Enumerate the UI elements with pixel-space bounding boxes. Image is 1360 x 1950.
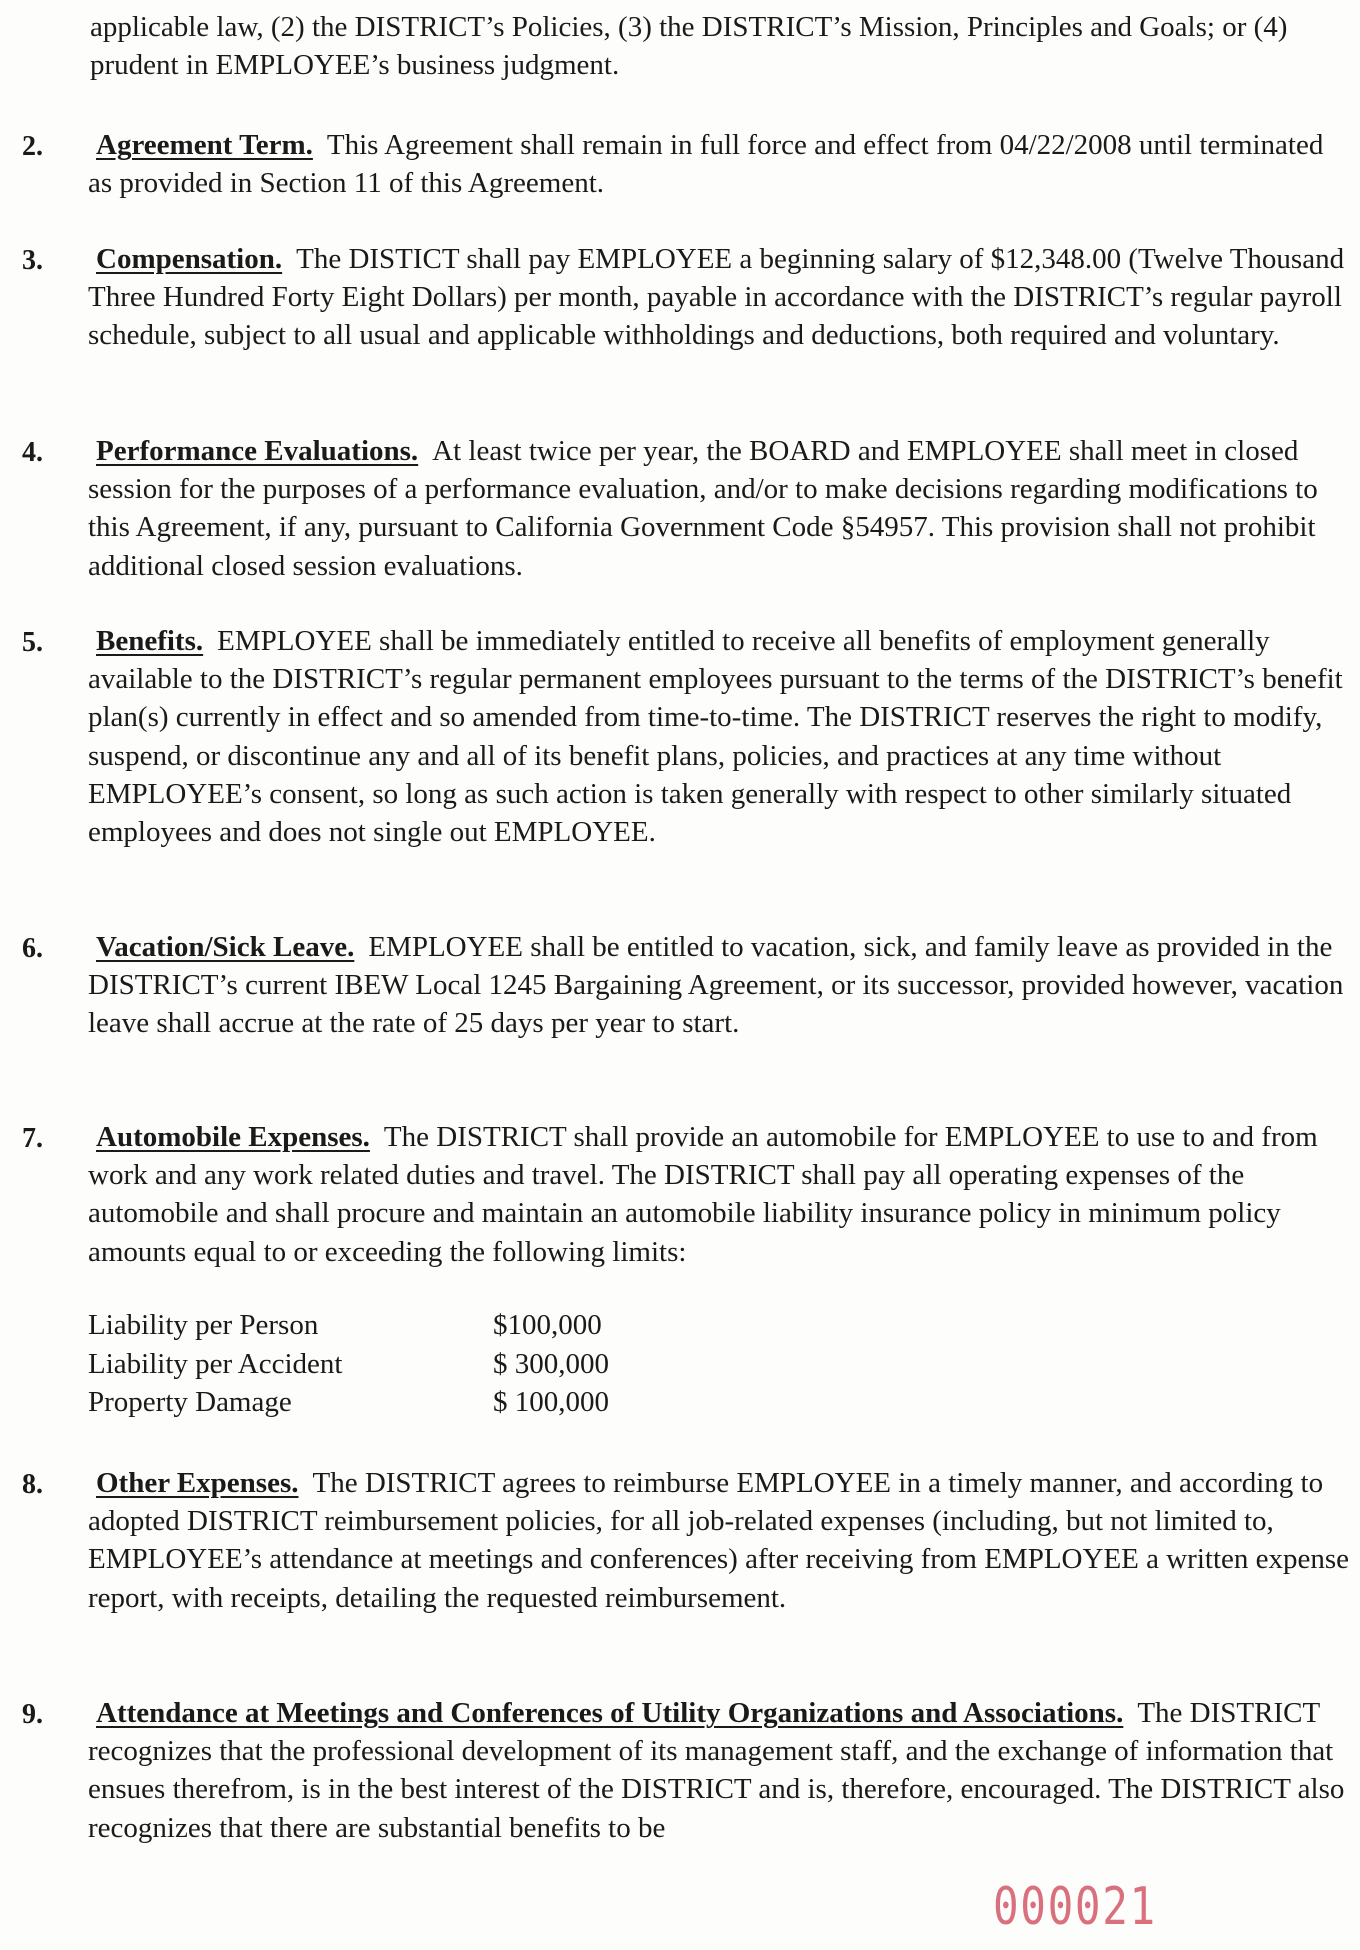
limit-row (88, 1345, 693, 1384)
section-body (88, 1118, 1350, 1271)
intro-paragraph: applicable law, (2) the DISTRICT’s Policies, (3) the DISTRICT’s Mission, Principles and Goals; or (4) prudent in EMPLOYEE’s business judgment. (90, 11, 1288, 81)
section-heading: Other Expenses. (96, 1467, 299, 1499)
section-text: EMPLOYEE shall be entitled to vacation, sick, and family leave as provided in the DISTRICT’s current IBEW Local 1245 Bargaining Agreement, or its successor, provided however, vacation leave shall accrue at the rate of 25 days per year to start. (88, 931, 1344, 1040)
section-body (88, 622, 1350, 851)
limit-value: $ 100,000 (493, 1386, 609, 1418)
section-heading: Vacation/Sick Leave. (96, 931, 355, 963)
section-heading: Attendance at Meetings and Conferences of Utility Organizations and Associations. (96, 1697, 1124, 1729)
section-body (88, 432, 1350, 585)
section-text: The DISTRICT recognizes that the professional development of its management staff, and the exchange of information that ensues therefrom, is in the best interest of the DISTRICT and is, therefore, encouraged. The DISTRICT also recognizes that there are substantial benefits to be (88, 1697, 1345, 1844)
page-number-stamp: 000021 (993, 1877, 1157, 1937)
section-text: EMPLOYEE shall be immediately entitled to receive all benefits of employment generally available to the DISTRICT’s regular permanent employees pursuant to the terms of the DISTRICT’s benefit plan(s) currently in effect and so amended from time-to-time. The DISTRICT reserves the right to modify, suspend, or discontinue any and all of its benefit plans, policies, and practices at any time without EMPLOYEE’s consent, so long as such action is taken generally with respect to other similarly situated employees and does not single out EMPLOYEE. (88, 625, 1343, 849)
section-text: At least twice per year, the BOARD and EMPLOYEE shall meet in closed session for the purposes of a performance evaluation, and/or to make decisions regarding modifications to this Agreement, if any, pursuant to California Government Code §54957. This provision shall not prohibit additional closed session evaluations. (88, 435, 1318, 582)
limit-label: Property Damage (88, 1386, 292, 1418)
section-heading: Performance Evaluations. (96, 435, 419, 467)
section-text: The DISTRICT agrees to reimburse EMPLOYEE in a timely manner, and according to adopted DISTRICT reimbursement policies, for all job-related expenses (including, but not limited to, EMPLOYEE’s attendance at meetings and conferences) after receiving from EMPLOYEE a written expense report, with receipts, detailing the requested reimbursement. (88, 1467, 1350, 1614)
section-number: 4. (22, 437, 43, 468)
section-number: 8. (22, 1469, 43, 1500)
section-heading: Agreement Term. (96, 129, 313, 161)
limit-label: Liability per Accident (88, 1347, 343, 1380)
limit-value: $ 300,000 (493, 1347, 609, 1380)
section-number: 5. (22, 627, 43, 658)
section-text: The DISTRICT shall provide an automobile for EMPLOYEE to use to and from work and any work related duties and travel. The DISTRICT shall pay all operating expenses of the automobile and shall procure and maintain an automobile liability insurance policy in minimum policy amounts equal to or exceeding the following limits: (88, 1121, 1318, 1268)
section-body (88, 240, 1350, 355)
limit-label: Liability per Person (88, 1309, 319, 1341)
limit-value: $100,000 (493, 1309, 602, 1341)
limit-row (88, 1306, 693, 1345)
insurance-limits-table (88, 1306, 693, 1422)
section-number: 2. (22, 131, 43, 162)
section-body (88, 1694, 1350, 1847)
section-number: 9. (22, 1699, 43, 1730)
section-text: This Agreement shall remain in full force and effect from 04/22/2008 until terminated as provided in Section 11 of this Agreement. (88, 129, 1324, 200)
section-body (88, 928, 1350, 1043)
section-heading: Automobile Expenses. (96, 1121, 370, 1153)
section-number: 3. (22, 245, 43, 276)
section-body (88, 1464, 1350, 1617)
section-number: 6. (22, 933, 43, 964)
section-heading: Compensation. (96, 243, 283, 275)
section-heading: Benefits. (96, 625, 204, 657)
section-number: 7. (22, 1123, 43, 1154)
section-body (88, 126, 1350, 202)
limit-row (88, 1383, 693, 1422)
section-text: The DISTICT shall pay EMPLOYEE a beginning salary of $12,348.00 (Twelve Thousand Three Hundred Forty Eight Dollars) per month, payable in accordance with the DISTRICT’s regular payroll schedule, subject to all usual and applicable withholdings and deductions, both required and voluntary. (88, 243, 1345, 352)
